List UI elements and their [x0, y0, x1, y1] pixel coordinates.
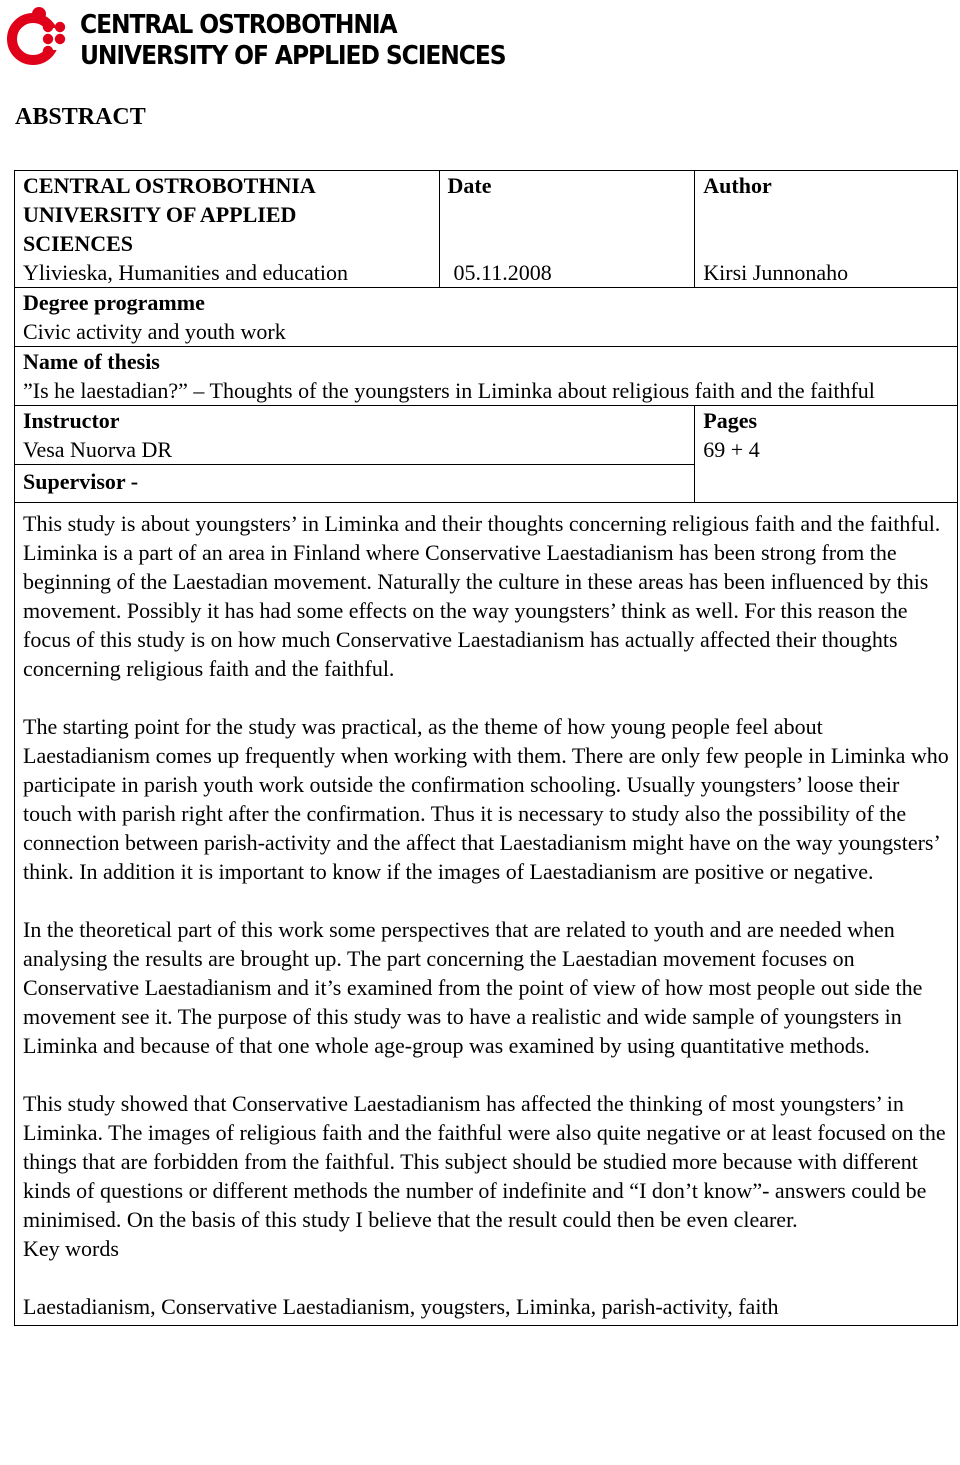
- degree-cell: [15, 288, 958, 347]
- supervisor-cell: [15, 465, 695, 503]
- thesis-cell: [15, 347, 958, 406]
- instructor-row: [15, 406, 958, 465]
- keywords-label: Key words: [23, 1236, 119, 1261]
- instructor-label: Instructor: [23, 408, 120, 433]
- degree-value: Civic activity and youth work: [23, 319, 286, 344]
- author-label: Author: [703, 173, 772, 198]
- degree-label: Degree programme: [23, 290, 205, 315]
- institution-name-3: SCIENCES: [23, 231, 134, 256]
- page-header: [6, 6, 566, 76]
- pages-label: Pages: [703, 408, 758, 433]
- abstract-body-cell: [15, 503, 958, 1326]
- pages-value: 69 + 4: [703, 437, 760, 462]
- thesis-title: ”Is he laestadian?” – Thoughts of the youngsters in Liminka about religious faith and the faithful: [23, 378, 875, 403]
- page-title: ABSTRACT: [15, 104, 146, 130]
- instructor-value: Vesa Nuorva DR: [23, 437, 173, 462]
- institution-row: [15, 171, 958, 288]
- brand-line-2: UNIVERSITY OF APPLIED SCIENCES: [80, 41, 506, 71]
- brand-wordmark: [80, 10, 506, 72]
- degree-row: [15, 288, 958, 347]
- abstract-paragraph: In the theoretical part of this work some perspectives that are related to youth and are needed when analysing the results are brought up. The part concerning the Laestadian movement focuses on Conservative Laestadianism and it’s examined from the point of view of how most people out side the movement see it. The purpose of this study was to have a realistic and wide sample of youngsters in Liminka and because of that one whole age-group was examined by using quantitative methods.: [23, 917, 923, 1058]
- abstract-form-table: [14, 170, 958, 1326]
- abstract-paragraph: This study is about youngsters’ in Liminka and their thoughts concerning religious faith and the faithful. Liminka is a part of an area in Finland where Conservative Laestadianism has been strong from the beginning of the Laestadian movement. Naturally the culture in these areas has been influenced by this movement. Possibly it has had some effects on the way youngsters’ think as well. For this reason the focus of this study is on how much Conservative Laestadianism has actually affected their thoughts concerning religious faith and the faithful.: [23, 511, 941, 681]
- author-value: Kirsi Junnonaho: [703, 260, 849, 285]
- abstract-paragraph: This study showed that Conservative Laestadianism has affected the thinking of most youngsters’ in Liminka. The images of religious faith and the faithful were also quite negative or at least focused on the things that are forbidden from the faithful. This subject should be studied more because with different kinds of questions or different methods the number of indefinite and “I don’t know”- answers could be minimised. On the basis of this study I believe that the result could then be even clearer.: [23, 1091, 946, 1232]
- thesis-row: [15, 347, 958, 406]
- instructor-cell: [15, 406, 695, 465]
- brand-line-1: CENTRAL OSTROBOTHNIA: [80, 10, 397, 40]
- supervisor-label: Supervisor -: [23, 469, 139, 494]
- institution-cell: [15, 171, 440, 288]
- date-label: Date: [447, 173, 492, 198]
- date-value: 05.11.2008: [453, 260, 552, 285]
- author-cell: [695, 171, 958, 288]
- date-cell: [439, 171, 695, 288]
- unit-value: Ylivieska, Humanities and education: [23, 260, 349, 285]
- abstract-body-row: [15, 503, 958, 1326]
- abstract-paragraph: The starting point for the study was practical, as the theme of how young people feel about Laestadianism comes up frequently when working with them. There are only few people in Liminka who participate in parish youth work outside the confirmation schooling. Usually youngsters’ loose their touch with parish right after the confirmation. Thus it is necessary to study also the possibility of the connection between parish-activity and the affect that Laestadianism might have on the way youngsters’ think. In addition it is important to know if the images of Laestadianism are positive or negative.: [23, 714, 949, 884]
- pages-cell: [695, 406, 958, 503]
- institution-name-2: UNIVERSITY OF APPLIED: [23, 202, 297, 227]
- thesis-label: Name of thesis: [23, 349, 160, 374]
- institution-name-1: CENTRAL OSTROBOTHNIA: [23, 173, 316, 198]
- keywords-value: Laestadianism, Conservative Laestadianism, yougsters, Liminka, parish-activity, faith: [23, 1294, 779, 1319]
- university-logo: [6, 6, 72, 66]
